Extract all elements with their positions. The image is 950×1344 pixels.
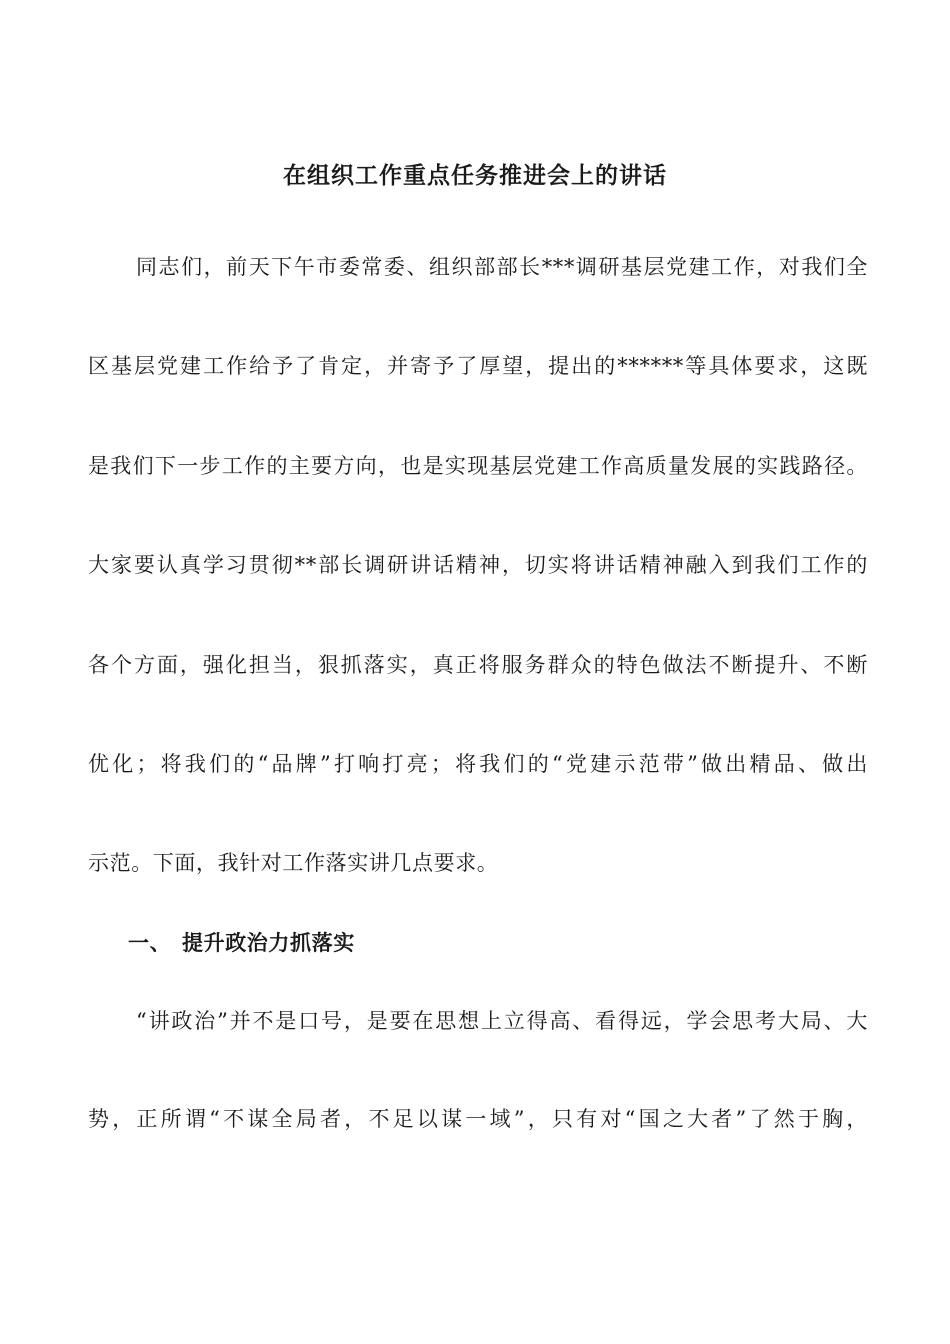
paragraph-line: 是我们下一步工作的主要方向，也是实现基层党建工作高质量发展的实践路径。 xyxy=(88,454,868,478)
document-title: 在组织工作重点任务推进会上的讲话 xyxy=(283,162,667,189)
paragraph-line: “讲政治”并不是口号，是要在思想上立得高、看得远，学会思考大局、大 xyxy=(136,1009,868,1033)
paragraph-line: 各个方面，强化担当，狠抓落实，真正将服务群众的特色做法不断提升、不断 xyxy=(88,653,868,677)
paragraph-line: 同志们，前天下午市委常委、组织部部长***调研基层党建工作，对我们全 xyxy=(136,255,868,279)
paragraph-line: 势，正所谓“不谋全局者，不足以谋一域”，只有对“国之大者”了然于胸， xyxy=(88,1107,868,1131)
paragraph-line: 区基层党建工作给予了肯定，并寄予了厚望，提出的******等具体要求，这既 xyxy=(88,354,868,378)
section-number: 一、 xyxy=(128,930,172,955)
paragraph-line: 大家要认真学习贯彻**部长调研讲话精神，切实将讲话精神融入到我们工作的 xyxy=(88,553,868,577)
paragraph-line: 示范。下面，我针对工作落实讲几点要求。 xyxy=(88,851,499,875)
paragraph-line: 优化；将我们的“品牌”打响打亮；将我们的“党建示范带”做出精品、做出 xyxy=(88,752,868,776)
section-heading-text: 提升政治力抓落实 xyxy=(182,930,355,955)
section-heading xyxy=(128,928,355,958)
